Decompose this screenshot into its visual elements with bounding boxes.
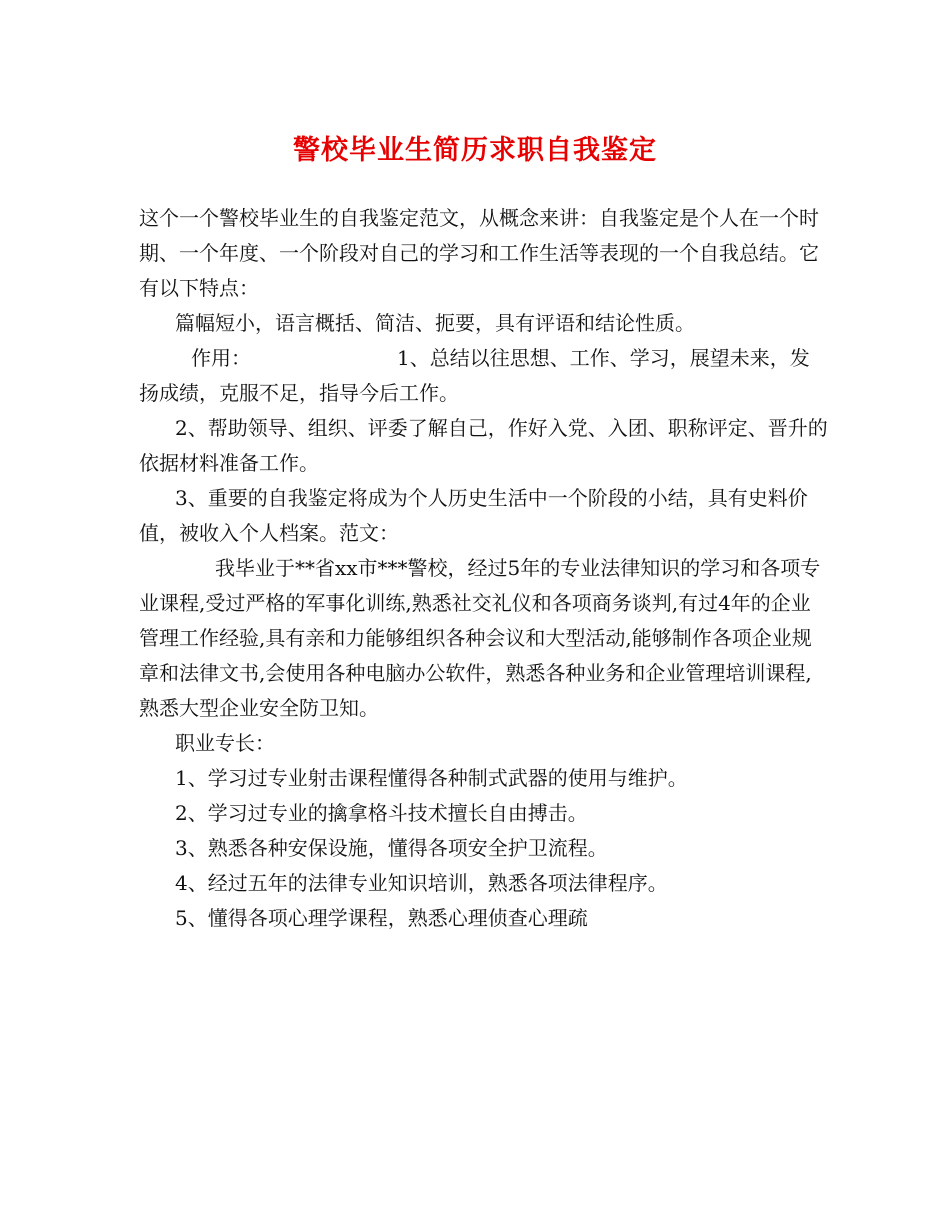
skill-item-4: 4、经过五年的法律专业知识培训，熟悉各项法律程序。	[175, 871, 668, 895]
role-item-2: 2、帮助领导、组织、评委了解自己，作好入党、入团、职称评定、晋升的依据材料准备工作。	[139, 416, 828, 475]
role-item-1: 1、总结以往思想、工作、学习，展望未来，发扬成绩，克服不足，指导今后工作。	[139, 346, 810, 405]
role-item-3: 3、重要的自我鉴定将成为个人历史生活中一个阶段的小结，具有史料价值，被收入个人档案。范文：	[139, 486, 808, 545]
role-label: 作用：	[191, 346, 251, 370]
intro-paragraph: 这个一个警校毕业生的自我鉴定范文，从概念来讲：自我鉴定是个人在一个时期、一个年度、一个阶段对自己的学习和工作生活等表现的一个自我总结。它有以下特点：	[139, 206, 819, 300]
features-paragraph: 篇幅短小，语言概括、简洁、扼要，具有评语和结论性质。	[175, 311, 695, 335]
skill-item-3: 3、熟悉各种安保设施，懂得各项安全护卫流程。	[175, 836, 608, 860]
sample-paragraph: 我毕业于**省xx市***警校，经过5年的专业法律知识的学习和各项专业课程,受过严格的军事化训练,熟悉社交礼仪和各项商务谈判,有过4年的企业管理工作经验,具有亲和力能够组织各种会议和大型活动,能够制作各项企业规章和法律文书,会使用各种电脑办公软件，熟悉各种业务和企业管理培训课程,熟悉大型企业安全防卫知。	[139, 556, 821, 720]
role-paragraph	[139, 341, 829, 411]
skill-item-5: 5、懂得各项心理学课程，熟悉心理侦查心理疏	[175, 906, 588, 930]
skill-item-2: 2、学习过专业的擒拿格斗技术擅长自由搏击。	[175, 801, 588, 825]
skill-item-1: 1、学习过专业射击课程懂得各种制式武器的使用与维护。	[175, 766, 688, 790]
skills-heading: 职业专长：	[175, 731, 275, 755]
document-body	[139, 201, 829, 936]
document-title: 警校毕业生简历求职自我鉴定	[293, 135, 657, 166]
